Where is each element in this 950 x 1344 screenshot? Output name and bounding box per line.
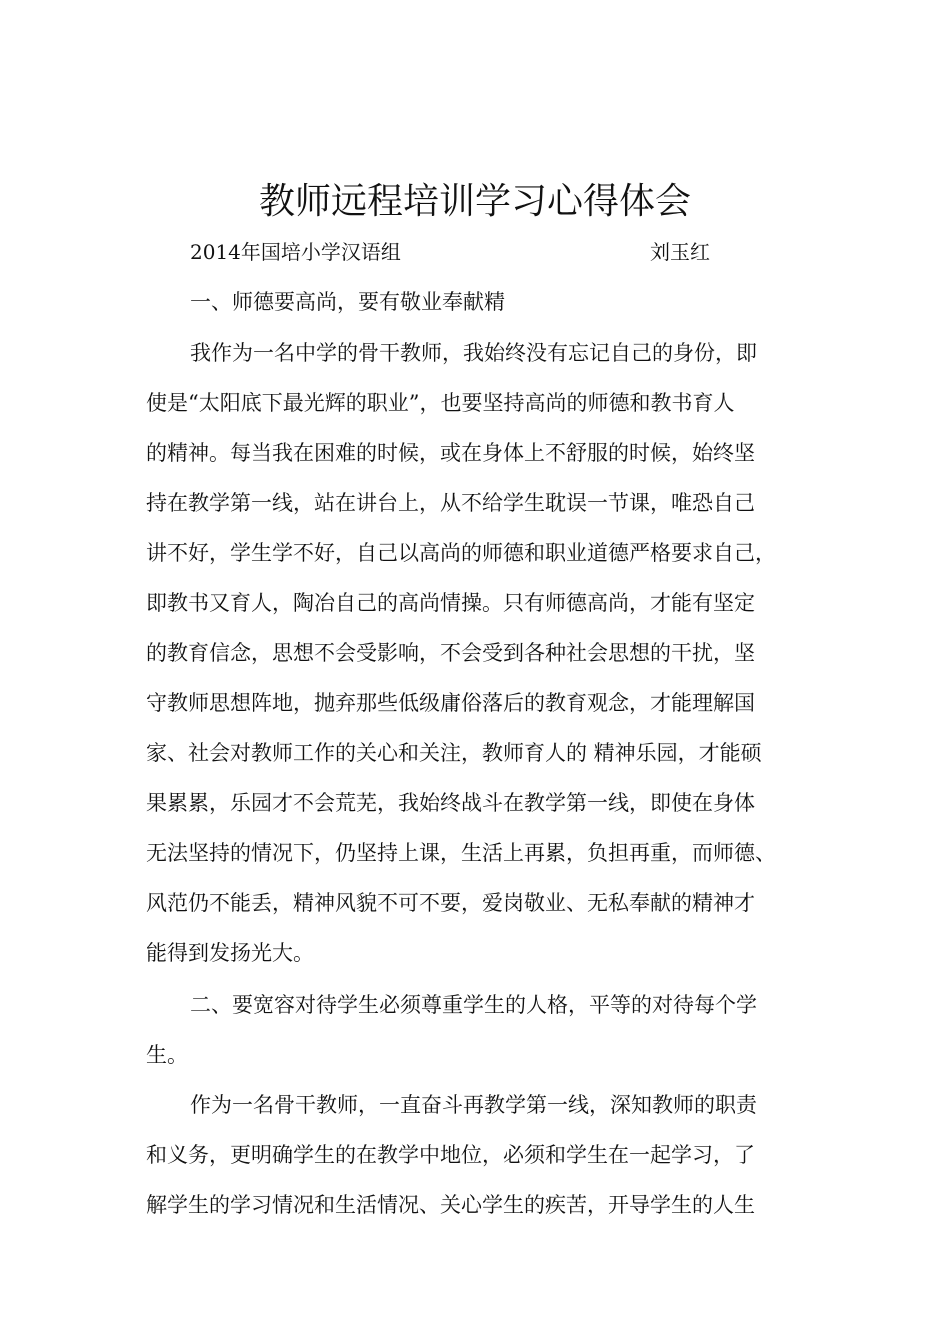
text-line: 和义务，更明确学生的在教学中地位，必须和学生在一起学习，了: [146, 1143, 755, 1167]
text-line: 即教书又育人，陶冶自己的高尚情操。只有师德高尚，才能有坚定: [146, 591, 755, 615]
byline: [190, 236, 750, 268]
section-heading-2: 二、要宽容对待学生必须尊重学生的人格，平等的对待每个学: [190, 993, 757, 1017]
document-title: 教师远程培训学习心得体会: [258, 181, 691, 222]
byline-group: 2014年国培小学汉语组: [190, 240, 401, 264]
text-line: 讲不好，学生学不好，自己以高尚的师德和职业道德严格要求自己，: [146, 541, 776, 565]
byline-author: 刘玉红: [650, 240, 710, 264]
text-line: 的教育信念，思想不会受影响，不会受到各种社会思想的干扰，坚: [146, 641, 755, 665]
text-line: 能得到发扬光大。: [146, 941, 314, 965]
section-heading-1: 一、师德要高尚，要有敬业奉献精: [190, 290, 505, 314]
text-line: 作为一名骨干教师，一直奋斗再教学第一线，深知教师的职责: [190, 1093, 757, 1117]
text-line: 生。: [146, 1043, 188, 1067]
text-line: 守教师思想阵地，抛弃那些低级庸俗落后的教育观念，才能理解国: [146, 691, 755, 715]
text-line: 家、社会对教师工作的关心和关注，教师育人的 精神乐园，才能硕: [146, 741, 762, 765]
text-line: 我作为一名中学的骨干教师，我始终没有忘记自己的身份，即: [190, 341, 757, 365]
text-line: 果累累，乐园才不会荒芜，我始终战斗在教学第一线，即使在身体: [146, 791, 755, 815]
text-line: 解学生的学习情况和生活情况、关心学生的疾苦，开导学生的人生: [146, 1193, 755, 1217]
text-line: 风范仍不能丢，精神风貌不可不要，爱岗敬业、无私奉献的精神才: [146, 891, 755, 915]
text-line: 的精神。每当我在困难的时候，或在身体上不舒服的时候，始终坚: [146, 441, 755, 465]
text-line: 持在教学第一线，站在讲台上，从不给学生耽误一节课，唯恐自己: [146, 491, 755, 515]
text-line: 使是“太阳底下最光辉的职业”，也要坚持高尚的师德和教书育人: [146, 391, 735, 415]
text-line: 无法坚持的情况下，仍坚持上课，生活上再累，负担再重，而师德、: [146, 841, 776, 865]
